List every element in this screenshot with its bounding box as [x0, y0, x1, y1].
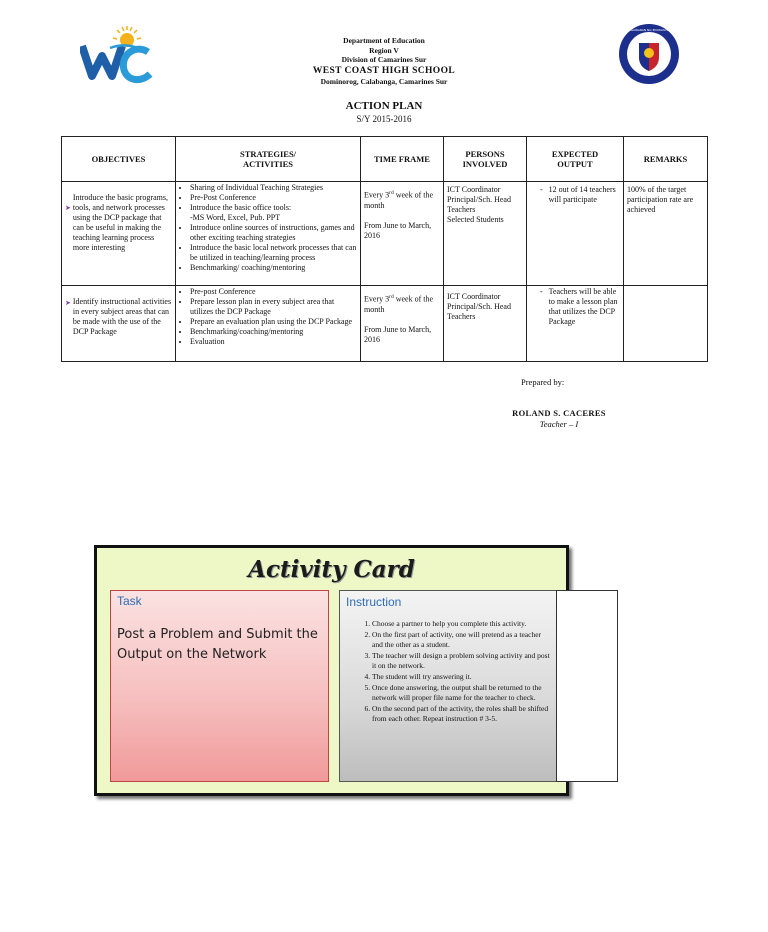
seal-label: KAGAWARAN NG EDUKASYON — [626, 28, 672, 32]
list-item: • Sharing of Individual Teaching Strategies — [190, 183, 357, 193]
prepared-by-label: Prepared by: — [521, 377, 565, 387]
signer-position: Teacher – I — [539, 419, 579, 429]
side-box — [556, 590, 618, 782]
instruction-heading: Instruction — [346, 595, 402, 609]
person: ICT Coordinator — [447, 185, 501, 194]
list-item: • Prepare an evaluation plan using the DCP Package — [190, 317, 357, 327]
school-address: Dominorog, Calabanga, Camarines Sur — [320, 76, 448, 86]
list-item: 4. The student will try answering it. — [372, 672, 552, 682]
deped-seal — [618, 23, 680, 85]
col-remarks: REMARKS — [624, 137, 708, 182]
list-item: 2. On the first part of activity, one will pretend as a teacher and the other as a student. — [372, 630, 552, 650]
instruction-list — [340, 619, 552, 725]
person: ICT Coordinator — [447, 292, 501, 301]
list-item: 3. The teacher will design a problem solving activity and post it on the network. — [372, 651, 552, 671]
list-item: • Benchmarking/coaching/mentoring — [190, 327, 357, 337]
remarks-text: 100% of the target participation rate are achieved — [627, 185, 694, 214]
time-frame-b: From June to March, 2016 — [364, 220, 432, 240]
expected-output: 12 out of 14 teachers will participate — [548, 185, 616, 204]
bullet-icon: ➤ — [65, 299, 71, 307]
list-item: • Evaluation — [190, 337, 357, 347]
col-strategies: STRATEGIES/ ACTIVITIES — [176, 137, 361, 182]
strategies-list — [179, 183, 357, 273]
time-frame-a: Every 3rd week of the month — [364, 294, 434, 314]
col-objectives: OBJECTIVES — [62, 137, 176, 182]
expected-output: Teachers will be able to make a lesson plan that utilizes the DCP Package — [548, 287, 618, 326]
school-year: S/Y 2015-2016 — [356, 114, 412, 124]
list-item: 5. Once done answering, the output shall be returned to the network will proper file name for the teacher to check. — [372, 683, 552, 703]
letterhead — [250, 36, 518, 86]
region-name: Region V — [369, 45, 399, 55]
person: Principal/Sch. Head — [447, 195, 511, 204]
list-item: • Introduce the basic local network processes that can be utilized in teaching/learning process — [190, 243, 357, 263]
objective-text: Identify instructional activities in every subject areas that can be made with the use of the DCP Package — [72, 297, 172, 336]
col-expected-output: EXPECTED OUTPUT — [527, 137, 624, 182]
list-item: • Benchmarking/ coaching/mentoring — [190, 263, 357, 273]
time-frame-a: Every 3rd week of the month — [364, 190, 434, 210]
page-title: ACTION PLAN — [345, 100, 423, 112]
time-frame-b: From June to March, 2016 — [364, 324, 432, 344]
school-name: WEST COAST HIGH SCHOOL — [312, 65, 456, 76]
signer-name: ROLAND S. CACERES — [512, 408, 606, 418]
division-name: Division of Camarines Sur — [341, 55, 427, 64]
task-box — [110, 590, 329, 782]
task-text: Post a Problem and Submit the Output on the Network — [117, 627, 318, 662]
instruction-box — [339, 590, 558, 782]
list-item: 6. On the second part of the activity, the roles shall be shifted from each other. Repeat instruction # 3-5. — [372, 704, 552, 724]
bullet-icon: ➤ — [65, 204, 71, 212]
dept-name: Department of Education — [343, 36, 425, 45]
task-heading: Task — [117, 594, 142, 608]
col-persons: PERSONS INVOLVED — [444, 137, 527, 182]
school-logo — [80, 24, 155, 86]
person: Principal/Sch. Head — [447, 302, 511, 311]
objective-text: Introduce the basic programs, tools, and network processes using the DCP package that can be useful in making the teaching learning process more interesting — [72, 193, 168, 252]
list-item: • Introduce online sources of instructions, games and other exciting teaching strategies — [190, 223, 357, 243]
list-item: 1. Choose a partner to help you complete this activity. — [372, 619, 552, 629]
list-item: • Pre-post Conference — [190, 287, 357, 297]
list-item: • Introduce the basic office tools: -MS Word, Excel, Pub. PPT — [190, 203, 357, 223]
person: Teachers — [447, 312, 476, 321]
table-header-row — [62, 137, 708, 182]
sun-icon — [113, 26, 141, 47]
col-time-frame: TIME FRAME — [361, 137, 444, 182]
table-row: ➤ Identify instructional activities in every subject areas that can be made with the use of the DCP Package • Pre-post Conference • Prepare lesson plan in every subject area that utilizes the DCP Package • Prepare an evaluation plan using the DCP Package • Benchmarking/coaching/mentoring • Evaluation Every 3rd week of the month From June to March, 2016 ICT Coordinator Principal/Sch. Head Teachers - Teachers will be able to make a lesson plan that utilizes the DCP Package — [62, 286, 708, 362]
activity-card-title: Activity Card — [248, 556, 415, 583]
person: Teachers — [447, 205, 476, 214]
person: Selected Students — [447, 215, 504, 224]
action-plan-table — [61, 136, 708, 362]
list-item: • Prepare lesson plan in every subject area that utilizes the DCP Package — [190, 297, 357, 317]
list-item: • Pre-Post Conference — [190, 193, 357, 203]
table-row: ➤ Introduce the basic programs, tools, and network processes using the DCP package that can be useful in making the teaching learning process more interesting • Sharing of Individual Teaching Strategies • Pre-Post Conference • Introduce the basic office tools: -MS Word, Excel, Pub. PPT • Introduce online sources of instructions, games and other exciting teaching strategies • Introduce the basic local network processes that can be utilized in teaching/learning process • Benchmarking/ coaching/mentoring Every 3rd week of the month From June to March, 2016 ICT Coordinator Principal/Sch. Head Teachers Selected Students - 12 out of 14 teachers will participate 100% of the target participation rate are achieved — [62, 182, 708, 286]
strategies-list — [179, 287, 357, 347]
